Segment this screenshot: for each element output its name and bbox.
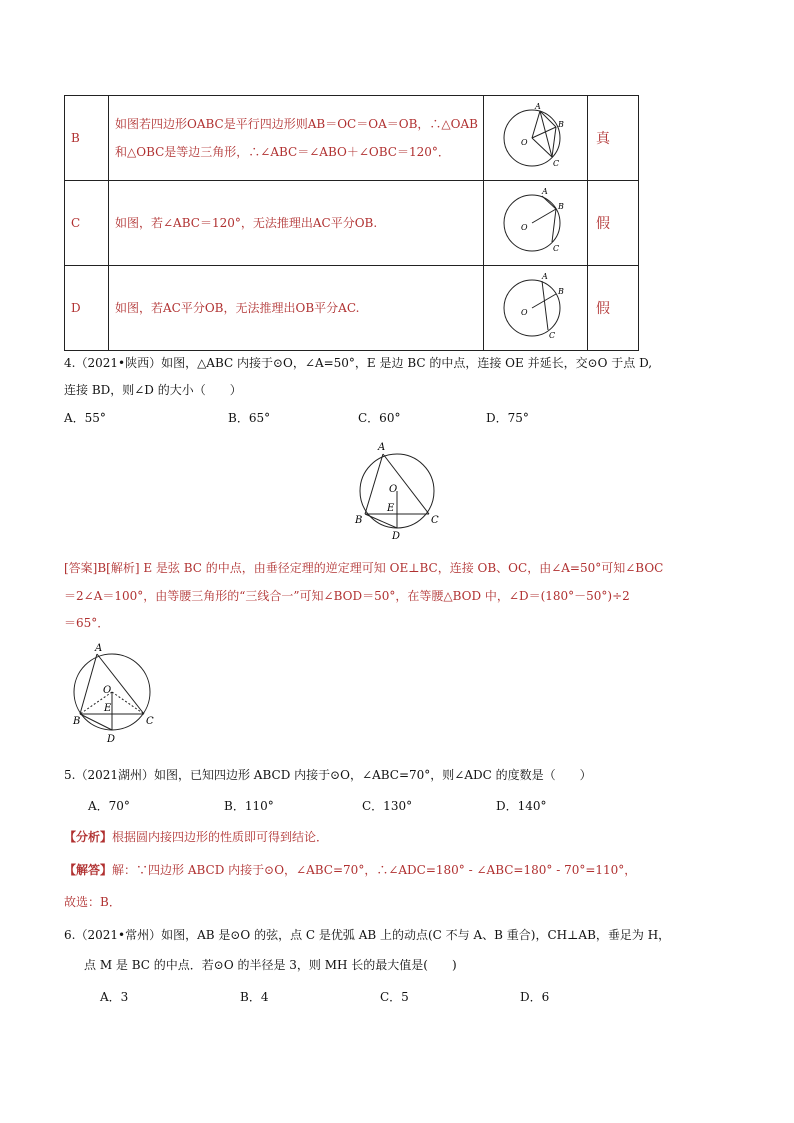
label-a: A <box>378 442 386 453</box>
explanation-line: 如图若四边形OABC是平行四边形则AB＝OC＝OA＝OB，∴△OAB <box>115 117 478 131</box>
circle-figure-b <box>496 100 576 172</box>
q6-option-d: D．6 <box>520 990 550 1004</box>
table-row <box>65 181 639 266</box>
label-a: A <box>95 643 103 654</box>
q6-option-b: B．4 <box>240 990 269 1004</box>
q4-stem-line2: 连接 BD，则∠D 的大小（ ） <box>64 383 242 397</box>
explanation-line: 如图，若∠ABC＝120°，无法推理出AC平分OB. <box>115 216 378 230</box>
solution-tag: 【解答】 <box>64 863 113 877</box>
explanation-line: 和△OBC是等边三角形，∴∠ABC＝∠ABO＋∠OBC＝120°． <box>115 145 450 159</box>
q4-answer-line3: ＝65°． <box>64 616 110 630</box>
label-o: O <box>103 685 112 696</box>
label-e: E <box>387 503 395 514</box>
label-a: A <box>541 272 548 281</box>
explanation-line: 如图，若AC平分OB，无法推理出OB平分AC. <box>115 301 360 315</box>
option-letter: B <box>65 96 109 181</box>
label-o: O <box>520 223 528 232</box>
label-c: C <box>431 515 439 526</box>
q5-stem: 5.（2021湖州）如图，已知四边形 ABCD 内接于⊙O，∠ABC=70°，则∠ADC 的度数是（ ） <box>64 768 592 782</box>
q5-analysis <box>64 828 328 845</box>
analysis-tag: 【分析】 <box>64 830 113 844</box>
label-c: C <box>146 716 154 727</box>
label-a: A <box>541 187 548 196</box>
analysis-text: 根据圆内接四边形的性质即可得到结论． <box>112 830 329 844</box>
label-o: O <box>389 484 398 495</box>
option-figure <box>484 181 588 266</box>
label-c: C <box>552 244 559 253</box>
q4-figure <box>352 436 444 542</box>
circle-figure-d <box>496 270 576 342</box>
q5-option-b: B．110° <box>224 799 274 813</box>
option-figure <box>484 266 588 351</box>
q4-option-d: D．75° <box>486 411 529 425</box>
label-a: A <box>534 102 541 111</box>
label-e: E <box>104 703 112 714</box>
label-b: B <box>557 287 564 296</box>
q5-solution-line2: 故选：B． <box>64 895 121 909</box>
circle-figure-c <box>496 185 576 257</box>
verdict: 假 <box>588 266 639 351</box>
q6-option-a: A．3 <box>100 990 129 1004</box>
q4-option-b: B．65° <box>228 411 271 425</box>
q4-answer-line1: [答案]B[解析] E 是弦 BC 的中点，由垂径定理的逆定理可知 OE⊥BC，连接 OB、OC，由∠A=50°可知∠BOC <box>64 561 664 575</box>
q6-stem-line2: 点 M 是 BC 的中点．若⊙O 的半径是 3，则 MH 长的最大值是( ) <box>84 958 457 972</box>
option-explanation <box>109 181 484 266</box>
q6-option-c: C．5 <box>380 990 409 1004</box>
q4-stem-line1: 4.（2021•陕西）如图，△ABC 内接于⊙O，∠A=50°，E 是边 BC 的中点，连接 OE 并延长，交⊙O 于点 D, <box>64 356 653 370</box>
option-explanation <box>109 96 484 181</box>
label-b: B <box>73 716 81 727</box>
q5-option-c: C．130° <box>362 799 413 813</box>
label-c: C <box>548 331 555 340</box>
table-row <box>65 96 639 181</box>
option-explanation <box>109 266 484 351</box>
options-table <box>64 95 639 351</box>
label-b: B <box>557 202 564 211</box>
q5-option-a: A．70° <box>88 799 130 813</box>
q4-answer-figure <box>64 642 164 746</box>
q4-option-a: A．55° <box>64 411 106 425</box>
label-d: D <box>392 531 401 542</box>
q4-answer-line2: ＝2∠A＝100°，由等腰三角形的“三线合一”可知∠BOD＝50°，在等腰△BOD 中，∠D＝(180°－50°)÷2 <box>64 589 630 603</box>
q4-option-c: C．60° <box>358 411 401 425</box>
label-o: O <box>520 138 528 147</box>
label-b: B <box>355 515 363 526</box>
verdict: 假 <box>588 181 639 266</box>
label-b: B <box>557 120 564 129</box>
label-c: C <box>552 159 559 168</box>
option-figure <box>484 96 588 181</box>
q5-solution-line1 <box>64 861 636 878</box>
label-o: O <box>520 308 528 317</box>
verdict: 真 <box>588 96 639 181</box>
table-row <box>65 266 639 351</box>
q6-stem-line1: 6.（2021•常州）如图，AB 是⊙O 的弦，点 C 是优弧 AB 上的动点(C 不与 A、B 重合)，CH⊥AB，垂足为 H， <box>64 928 671 942</box>
solution-text: 解：∵四边形 ABCD 内接于⊙O，∠ABC=70°，∴∠ADC=180° - ∠ABC=180° - 70°=110°， <box>112 863 637 877</box>
q5-option-d: D．140° <box>496 799 547 813</box>
label-d: D <box>107 734 116 745</box>
option-letter: C <box>65 181 109 266</box>
option-letter: D <box>65 266 109 351</box>
